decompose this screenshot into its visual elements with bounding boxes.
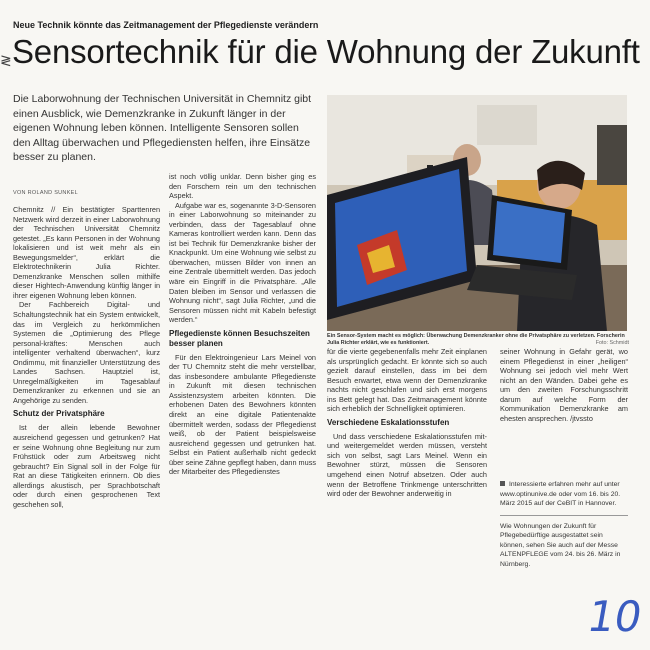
info-text-1: Interessierte erfahren mehr auf unter www.optinunive.de oder vom 16. bis 20. März 2015 auf der CeBIT in Hannover. (500, 481, 621, 507)
column-1 (13, 205, 160, 645)
paragraph: für die vierte gegebenenfalls mehr Zeit einplanen als ursprünglich gedacht. Er könnte sich so auch gezielt darauf einstellen, dass im bei dem Besuch erwartet, etwa wenn der Demenzkranke nachts nicht geschlafen und sich erst morgens ins Bett gelegt hat. Das Zeitmanagement könnte sich erheblich der Schnelligkeit optimieren. (327, 347, 487, 414)
photo-credit: Foto: Schmidt (595, 340, 629, 347)
subheading: Schutz der Privatsphäre (13, 409, 105, 419)
column-3 (327, 347, 487, 643)
info-box (500, 480, 628, 569)
divider (500, 515, 628, 516)
photo-caption (327, 333, 629, 347)
kicker: Neue Technik könnte das Zeitmanagement der Pflegedienste verändern (13, 20, 319, 30)
paragraph: Ist der allein lebende Bewohner ausreichend gegessen und getrunken? Hat er seine Wohnung ohne Begleitung nur zum Frühstück oder zum Arbeitsweg nicht gebraucht? Ein Signal soll in der Folge für Rat an diese Tätigkeiten erinnern. Ob dies allerdings akustisch, per Sprachbotschaft oder durch einen gesprochenen Text geschehen soll, (13, 423, 160, 509)
info-paragraph-1 (500, 480, 628, 509)
paragraph: Chemnitz // Ein bestätigter Sparttenren Netzwerk wird derzeit in einer Laborwohnung der Technischen Universität Chemnitz getestet. „Es kann Personen in der Wohnung lokalisieren und ist weit mehr als ein Bewegungsmelder“, erklärt die Elektrotechnikerin Julia Richter. Demenzkranke Menschen sollen mithilfe dieser Hightech-Anwendung künftig länger in ihrer eigenen Wohnung leben können. (13, 205, 160, 300)
paragraph: Für den Elektroingenieur Lars Meinel von der TU Chemnitz steht die mehr verstellbar, das insbesondere ambulante Pflegedienste in Zukunft mit diesen technischen Assistenzsystem arbeiten könnten. Die erhobenen Daten des Bewohners könnten direkt an eine digitale Patientenakte übermittelt werden, sodass der Pflegedienst weiß, ob der Patient beispielsweise ausreichend gegessen und getrunken hat. Selbst ein Patient außerhalb nicht gedeckt über seine Zähne gepflegt haben, dann muss der Mitarbeiter des Pflegedienstes (169, 352, 316, 477)
paragraph: Aufgabe war es, sogenannte 3-D-Sensoren in einer Laborwohnung so miteinander zu verbinden, dass der Tagesablauf ohne Kameras kontrolliert werden kann. Denn das ist bei Technik für Demenzkranke bisher der Knackpunkt. Um eine Wohnung wie selbst zu überwachen, müssen Bilder von innen an eine Zentrale übermittelt werden. Das jedoch wäre ein Eingriff in die Privatsphäre. „Alle Daten bleiben im Sensor und verlassen die Wohnung nicht“, sagt Julia Richter, „und die Sensoren müssen nicht mit Kabeln befestigt werden.“ (169, 200, 316, 325)
lede: Die Laborwohnung der Technischen Universität in Chemnitz gibt einen Ausblick, wie Demenzkranke in Zukunft länger in der eigenen Wohnung leben können. Intelligente Sensoren sollen den Alltag überwachen und Pflegediensten helfen, ihre Einsätze besser zu planen. (13, 93, 312, 163)
byline: VON ROLAND SUNKEL (13, 190, 79, 196)
column-2 (169, 172, 316, 645)
column-4 (500, 347, 628, 467)
photo-caption-text: Ein Sensor-System macht es möglich: Überwachung Demenzkranker ohne die Privatsphäre zu verletzen. Forscherin Julia Richter erklärt, wie es funktioniert. (327, 333, 625, 347)
paragraph: seiner Wohnung in Gefahr gerät, wo einem Pflegedienst in einer „heiligen“ Wohnung sei jedoch viel mehr Wert nicht an den Wänden. Dabei gehe es um den zweiten Forschungsschritt darum auf welche Form der Kommunikation Demenzkranke am ehesten ansprechen. /jtvssto (500, 347, 628, 423)
photo-illustration (327, 95, 627, 331)
page-number: 10 (583, 592, 646, 641)
bullet-icon (500, 481, 505, 486)
subheading: Verschiedene Eskalationsstufen (327, 417, 450, 427)
paragraph: ist noch völlig unklar. Denn bisher ging es den Forschern rein um den technischen Aspekt. (169, 172, 316, 201)
info-paragraph-2: Wie Wohnungen der Zukunft für Pflegebedürftige ausgestattet sein können, sehen Sie auch auf der Messe ALTENPFLEGE vom 24. bis 26. März in Nürnberg. (500, 522, 621, 568)
article-photo (327, 95, 627, 331)
paragraph: Der Fachbereich Digital- und Schaltungstechnik hat ein System entwickelt, das im Vergleich zu herkömmlichen Systemen die „Optimierung des Pflege personal-kräftes: Menschen auch intelligenter verhaltend überwachen“, kurz Ondimmu, mit finanzieller Unterstützung des Landes Sachsen. Hauptziel ist, Unregelmäßigkeiten im Tagesablauf Demenzkranker zu erkennen und sie an Angehörige zu senden. (13, 300, 160, 405)
paragraph: Und dass verschiedene Eskalationsstufen mit- und weitergemeldet werden müssen, versteht sich von selbst, sagt Lars Meinel. Wenn ein Bewohner stürzt, müssen die Sensoren umgehend einen Notruf absetzen. Oder auch wenn der Betroffene Trinkmenge unterschritten wird oder der Bewohner anderweitig in (327, 431, 487, 499)
margin-mark: ≷ (0, 52, 12, 68)
subheading: Pflegedienste können Besuchszeiten besser planen (169, 328, 310, 348)
headline: Sensortechnik für die Wohnung der Zukunft (12, 33, 640, 70)
